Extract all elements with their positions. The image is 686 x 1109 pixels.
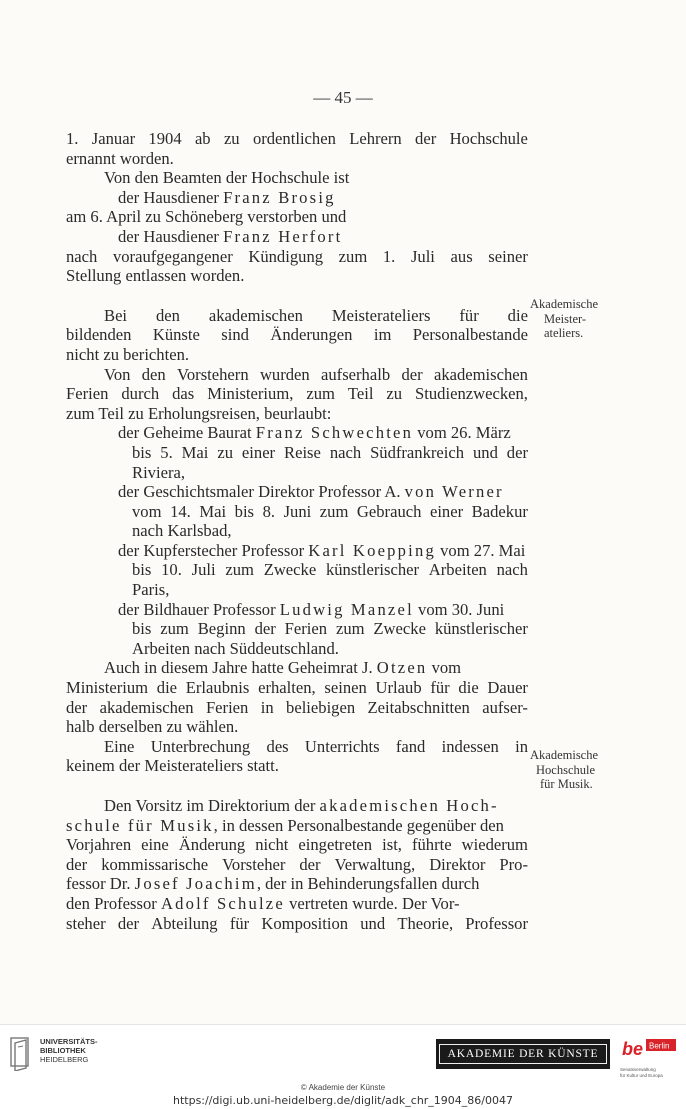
word: zu [386,384,403,404]
berlin-sub-line: Senatsverwaltung [620,1067,656,1072]
word: akademischen [99,697,194,717]
berlin-sub-line: für Kultur und Europa [620,1072,663,1078]
text-line: Paris, [132,580,170,600]
text-run: vertreten wurde. Der Vor- [284,893,460,913]
akademie-der-kuenste-logo[interactable] [436,1039,610,1069]
university-library-name [40,1037,98,1064]
word: nach [329,442,362,462]
word: künstlerischer [325,560,420,580]
word: Ministerium [66,678,149,698]
word: Urlaub [375,678,422,698]
word: Änderung [178,835,246,855]
paragraph-gap [66,286,528,306]
text-line: Arbeiten nach Süddeutschland. [132,638,339,658]
text-run: vom [427,658,462,678]
word: Komposition [261,913,349,933]
text-line: halb derselben zu wählen. [66,717,239,737]
word: nach [66,246,98,266]
margin-note-meisterateliers [530,297,680,341]
permalink-url[interactable]: https://digi.ub.uni-heidelberg.de/diglit/adk_chr_1904_86/0047 [172,1094,514,1107]
person-name: Adolf Schulze [160,893,285,913]
text-line: ernannt worden. [66,148,174,168]
text-line [66,619,528,639]
word: Zwecke [373,619,426,639]
text-line: keinem der Meisterateliers statt. [66,756,279,776]
word: Arbeiten [428,560,487,580]
word: Januar [91,129,136,148]
word: bis [234,501,255,521]
institution-name: akademischen Hoch- [319,796,499,815]
text-run: der Hausdiener [118,187,224,207]
word: der [299,854,321,874]
word: Eine [104,736,135,756]
word: vom [132,501,162,521]
text-run: vom 30. Juni [413,599,505,619]
word: Juli [191,560,216,580]
word: indessen [441,736,499,756]
text-line [66,835,528,855]
word: aus [450,246,473,266]
word: Theorie, [397,913,454,933]
word: zum [160,619,189,639]
word: bis [132,560,152,580]
word: und [360,913,386,933]
text-line [66,443,528,463]
word: bildenden [66,325,132,345]
word: ist, [382,835,402,855]
text-line: am 6. April zu Schöneberg verstorben und [66,207,347,227]
text-line [66,188,528,208]
word: nicht [255,835,289,855]
word: der [415,129,437,148]
senatsverwaltung-label [620,1067,680,1078]
margin-note-line: für Musik. [540,777,593,791]
text-line [66,600,528,620]
word: der [401,364,423,384]
word: voraufgegangener [112,246,233,266]
word: Unterbrechung [150,736,251,756]
word: 1. [66,129,79,148]
person-name: Franz Brosig [223,187,336,207]
word: Teil [347,384,374,404]
word: Unterrichts [304,736,380,756]
text-line [66,874,528,894]
person-name: Josef Joachim [134,874,257,894]
person-name: Karl Koepping [308,540,436,560]
word: der [506,442,528,462]
text-line [66,658,528,678]
text-line: nach Karlsbad, [132,521,232,541]
word: führte [411,835,452,855]
text-line [66,247,528,267]
copyright-notice: © Akademie der Künste [300,1083,386,1092]
word: zum [338,246,368,266]
word: seinen [324,678,367,698]
word: den [155,305,180,325]
text-line [66,855,528,875]
text-line [66,365,528,385]
word: Vorstehern [177,364,249,384]
word: der [66,854,88,874]
text-line [66,914,528,934]
word: Professor [465,913,528,933]
text-run: der Geheime Baurat [118,423,256,443]
word: Mai [181,442,209,462]
word: Ferien [66,384,109,404]
word: Änderungen [270,325,353,345]
word: Meisterateliers [331,305,431,325]
margin-note-line: Hochschule [536,762,596,777]
svg-text:Berlin: Berlin [649,1041,670,1051]
word: und [472,442,498,462]
word: ordentlichen [252,129,336,148]
word: des [266,736,289,756]
word: Lehrern [349,129,402,148]
word: 8. [262,501,276,521]
word: durch [121,384,160,404]
word: 1904 [148,129,182,148]
person-name: Franz Herfort [223,226,343,246]
word: zum [319,501,349,521]
page-number: — 45 — [313,88,373,107]
word: zum [335,619,365,639]
word: Abteilung [151,913,218,933]
person-name: Otzen [376,658,428,678]
word: seiner [488,246,528,266]
word: akademischen [208,305,303,325]
word: Studienzwecken, [415,384,528,404]
uni-name-line: UNIVERSITÄTS- [40,1037,98,1046]
margin-note-hochschule-musik [530,748,680,792]
word: Ferien [284,619,328,639]
person-name: von Werner [404,482,504,502]
word: der [66,697,88,717]
text-line: Riviera, [132,462,185,482]
word: einer [241,442,276,462]
text-line [66,894,528,914]
text-line: nicht zu berichten. [66,344,190,364]
word: die [156,678,178,698]
paragraph-gap [66,776,528,796]
text-run: der Geschichtsmaler Direktor Professor A. [118,482,405,502]
margin-note-line: Akademische [530,297,599,311]
be-berlin-logo-icon [620,1033,678,1067]
word: Ferien [205,697,249,717]
word: Verwaltung, [334,854,416,874]
text-line [66,737,528,757]
word: 5. [160,442,173,462]
person-name: Ludwig Manzel [279,599,414,619]
text-run: vom 27. Mai [435,540,526,560]
text-line [66,384,528,404]
body-text [66,129,528,933]
word: zu [217,442,233,462]
word: das [172,384,195,404]
text-run: der Kupferstecher Professor [118,540,309,560]
word: fand [395,736,426,756]
text-line [66,306,528,326]
word: bis [132,619,152,639]
text-line [66,129,528,149]
word: beliebigen [286,697,356,717]
text-run: fessor Dr. [66,874,135,894]
word: Reise [284,442,321,462]
word: 10. [161,560,182,580]
text-run: Den Vorsitz im Direktorium der [104,796,320,815]
text-run: der Bildhauer Professor [118,599,280,619]
word: wiederum [461,835,528,855]
uni-name-line: HEIDELBERG [40,1055,89,1064]
university-library-logo-icon [8,1035,38,1071]
text-line [66,796,528,816]
text-run: , der in Behinderungsfallen durch [256,874,480,894]
word: Dauer [487,678,528,698]
margin-note-line: Meister- [544,311,587,326]
text-run: Auch in diesem Jahre hatte Geheimrat J. [104,658,377,678]
word: 1. [382,246,396,266]
word: Erlaubnis [185,678,250,698]
text-run: den Professor [66,893,161,913]
word: im [373,325,392,345]
word: erhalten, [258,678,316,698]
word: wurden [259,364,310,384]
word: für [459,305,479,325]
text-line: zum Teil zu Erholungsreisen, beurlaubt: [66,403,332,423]
word: zu [223,129,240,148]
word: die [458,678,479,698]
word: den [141,364,166,384]
word: bis [132,442,152,462]
word: eingetreten [298,835,373,855]
word: Badekur [471,501,528,521]
word: aufserhalb [321,364,391,384]
word: kommissarische [101,854,209,874]
word: Gebrauch [356,501,422,521]
word: einer [429,501,464,521]
text-line [66,541,528,561]
text-line [66,325,528,345]
word: 14. [170,501,191,521]
word: für [430,678,450,698]
word: Von [104,364,131,384]
footer [0,1024,686,1109]
word: Künste [152,325,200,345]
text-run: , in dessen Personalbestande gegenüber den [213,815,504,835]
word: Direktor [429,854,486,874]
word: Zwecke [263,560,317,580]
word: eine [141,835,169,855]
word: Zeitabschnitten [367,697,470,717]
word: nach [496,560,528,580]
word: in [515,736,528,756]
uni-name-line: BIBLIOTHEK [40,1046,86,1055]
word: Vorjahren [66,835,132,855]
text-line: Stellung entlassen worden. [66,266,245,286]
word: Kündigung [248,246,324,266]
margin-note-line: Akademische [530,748,599,762]
text-line [66,502,528,522]
word: Pro- [499,854,528,874]
word: in [260,697,274,717]
word: Bei [104,305,128,325]
word: Hochschule [449,129,528,148]
svg-text:be: be [622,1039,644,1059]
text-line [66,227,528,247]
word: der [254,619,276,639]
akademie-label: AKADEMIE DER KÜNSTE [439,1044,608,1064]
word: zum [225,560,254,580]
person-name: Franz Schwechten [255,423,414,443]
word: ab [194,129,211,148]
word: Juli [410,246,435,266]
word: Ministerium, [207,384,294,404]
word: Vorsteher [222,854,286,874]
word: Mai [199,501,227,521]
text-line: Von den Beamten der Hochschule ist [104,168,350,188]
word: Juni [283,501,312,521]
text-line [66,678,528,698]
institution-name: schule für Musik [66,815,214,835]
text-run: vom 26. März [413,423,511,443]
text-run: der Hausdiener [118,226,224,246]
word: die [507,305,528,325]
word: akademischen [433,364,528,384]
word: sind [221,325,249,345]
margin-note-line: ateliers. [544,326,584,340]
word: zum [306,384,335,404]
word: der [117,913,140,933]
word: aufser- [482,697,528,717]
text-line [66,816,528,836]
word: steher [66,913,106,933]
text-line [66,698,528,718]
word: Personalbestande [412,325,528,345]
word: künstlerischer [434,619,528,639]
word: für [229,913,250,933]
word: Beginn [197,619,246,639]
text-line [66,423,528,443]
text-line [66,482,528,502]
text-line [66,560,528,580]
word: Südfrankreich [370,442,465,462]
